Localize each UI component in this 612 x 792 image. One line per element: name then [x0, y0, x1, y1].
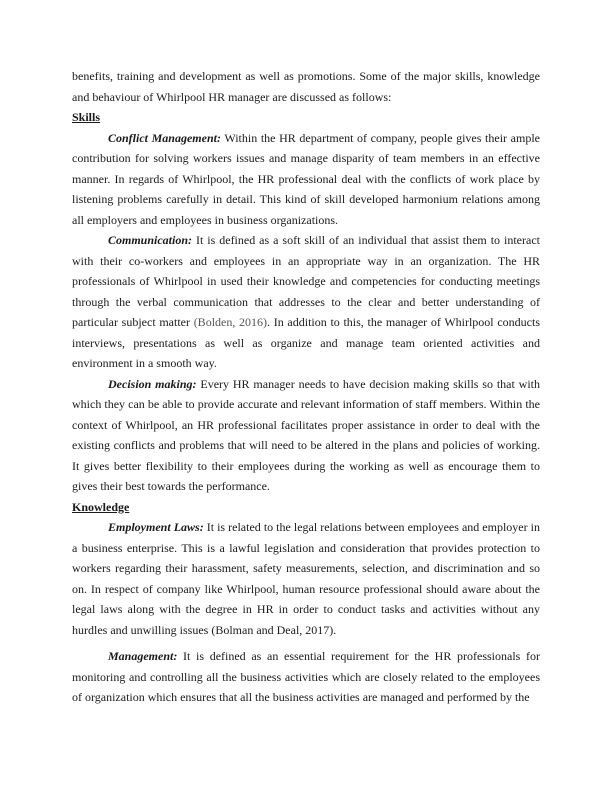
conflict-management-term: Conflict Management: — [108, 130, 221, 145]
conflict-management-paragraph — [72, 128, 540, 231]
employment-laws-paragraph — [72, 517, 540, 640]
communication-text: It is defined as a soft skill of an individual that assist them to interact with their co-workers and employees in an appropriate way in an organization. The HR professionals of Whirlpool in used their knowledge and competencies for conducting meetings through the verbal communication that addresses to the clear and better understanding of particular subject matter — [72, 233, 540, 329]
knowledge-heading: Knowledge — [72, 499, 130, 514]
communication-text-continued: . In addition to this, the manager of Whirlpool conducts interviews, presentations as well as organize and manage team oriented activities and environment in a smooth way. — [72, 315, 540, 370]
employment-laws-text: It is related to the legal relations between employees and employer in a business enterprise. This is a lawful legislation and consideration that provides protection to workers regarding their harassment, safety measurements, selection, and discrimination and so on. In respect of company like Whirlpool, human resource professional should aware about the legal laws along with the degree in HR in order to conduct tasks and activities without any hurdles and unwilling issues (Bolman and Deal, 2017). — [72, 520, 540, 637]
intro-paragraph: benefits, training and development as well as promotions. Some of the major skills, knowledge and behaviour of Whirlpool HR manager are discussed as follows: — [72, 69, 540, 104]
citation-bolden: (Bolden, 2016) — [193, 315, 268, 329]
management-paragraph — [72, 646, 540, 708]
document-page — [72, 66, 540, 708]
decision-making-text: Every HR manager needs to have decision making skills so that with which they can be able to provide accurate and relevant information of staff members. Within the context of Whirlpool, an HR professional facilitates proper assistance in order to deal with the existing conflicts and problems that will need to be altered in the plans and policies of working. It gives better flexibility to their employees during the working as well as encourage them to gives their best towards the performance. — [72, 376, 541, 493]
conflict-management-text: Within the HR department of company, people gives their ample contribution for solving workers issues and manage disparity of team members in an effective manner. In regards of Whirlpool, the HR professional deal with the conflicts of work place by listening problems carefully in detail. This kind of skill developed harmonium relations among all employers and employees in business organizations. — [72, 130, 540, 227]
management-text: It is defined as an essential requirement for the HR professionals for monitoring and controlling all the business activities which are closely related to the employees of organization which ensures that all the business activities are managed and performed by the — [72, 649, 540, 704]
management-term: Management: — [108, 649, 178, 663]
decision-making-paragraph — [72, 374, 540, 497]
employment-laws-term: Employment Laws: — [108, 520, 204, 534]
communication-paragraph — [72, 230, 540, 374]
skills-heading: Skills — [72, 110, 101, 124]
decision-making-term: Decision making: — [108, 376, 197, 391]
communication-term: Communication: — [108, 233, 193, 247]
